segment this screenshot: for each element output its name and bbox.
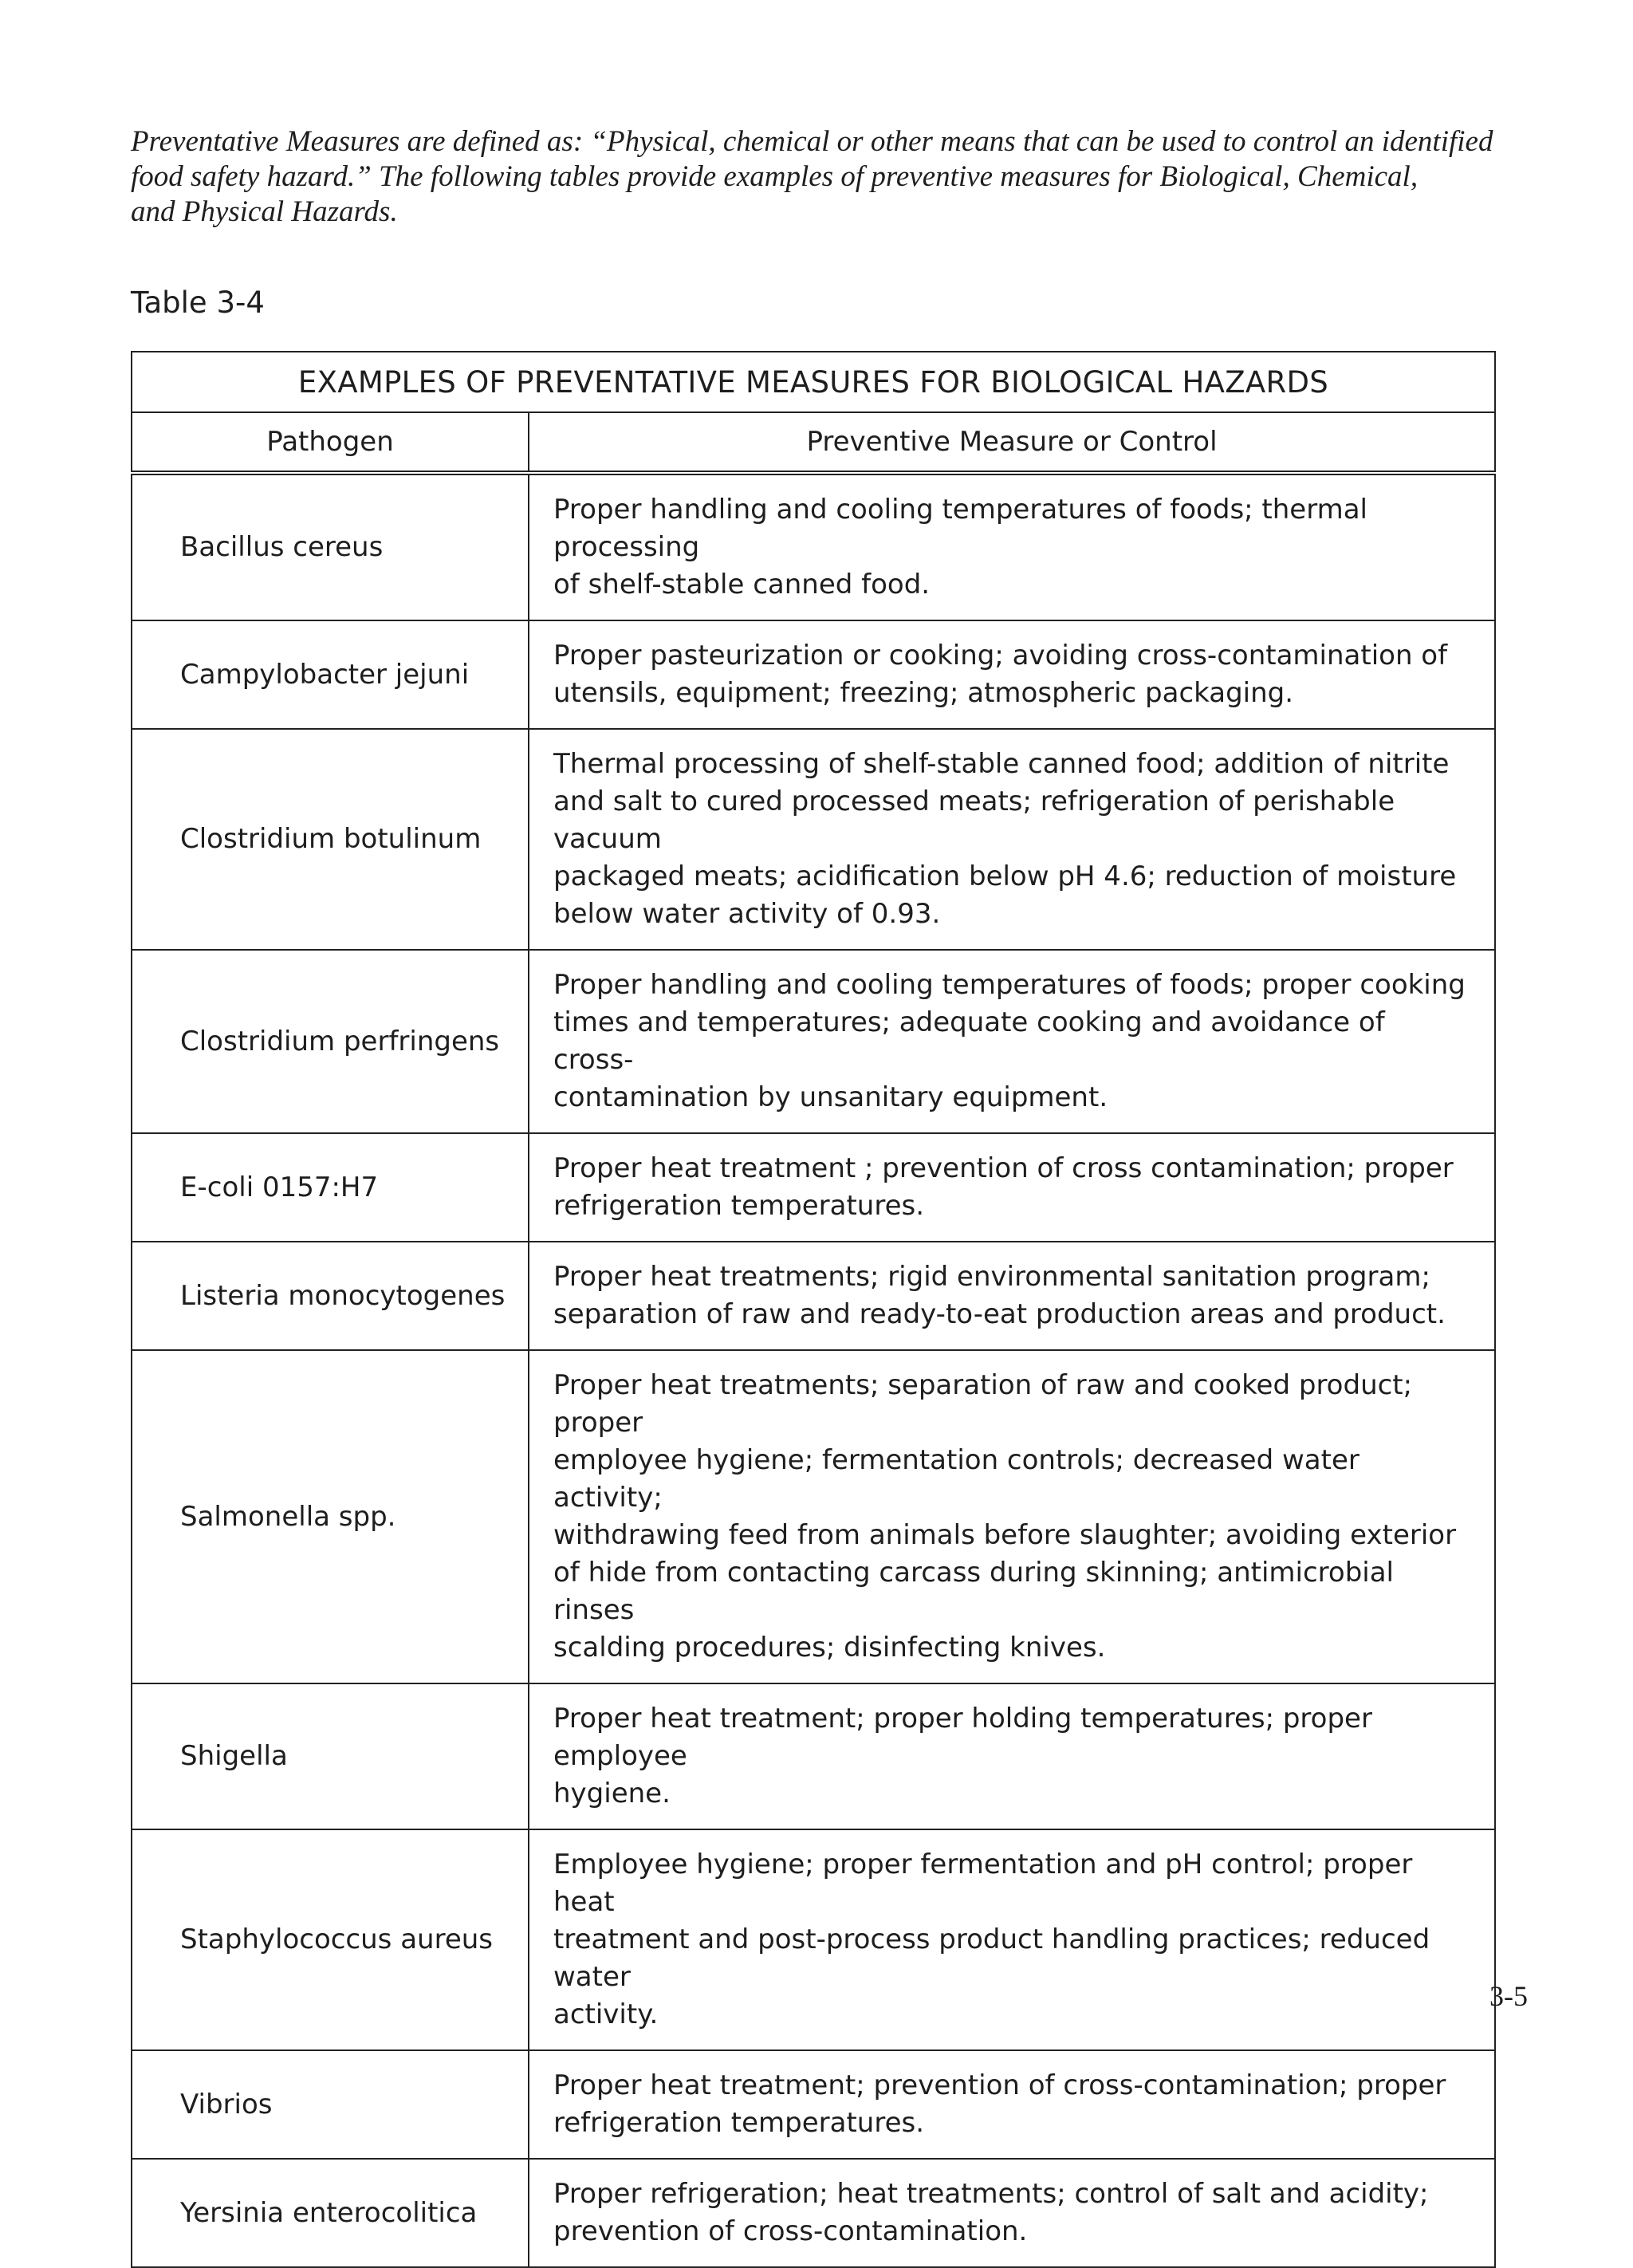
pathogen-cell: Salmonella spp. — [132, 1350, 529, 1683]
measure-line: and salt to cured processed meats; refrigeration of perishable vacuum — [553, 786, 1395, 855]
pathogen-cell: Yersinia enterocolitica — [132, 2159, 529, 2267]
measure-line: of hide from contacting carcass during skinning; antimicrobial rinses — [553, 1557, 1394, 1626]
measure-line: Proper heat treatment; proper holding temperatures; proper employee — [553, 1703, 1372, 1772]
table-body — [132, 473, 1495, 2267]
table-label: Table 3-4 — [131, 285, 265, 320]
measure-cell — [529, 2050, 1495, 2159]
measure-line: Employee hygiene; proper fermentation and pH control; proper heat — [553, 1849, 1413, 1918]
measure-line: separation of raw and ready-to-eat production areas and product. — [553, 1298, 1446, 1330]
measure-line: packaged meats; acidification below pH 4.6; reduction of moisture — [553, 860, 1457, 892]
measure-line: Proper heat treatment; prevention of cross-contamination; proper — [553, 2069, 1446, 2101]
pathogen-cell: E-coli 0157:H7 — [132, 1133, 529, 1242]
table-row — [132, 2050, 1495, 2159]
measure-line: prevention of cross-contamination. — [553, 2215, 1028, 2247]
measure-line: activity. — [553, 1998, 659, 2030]
measure-cell — [529, 1242, 1495, 1350]
measure-cell — [529, 473, 1495, 620]
pathogen-cell: Bacillus cereus — [132, 473, 529, 620]
measure-cell — [529, 950, 1495, 1133]
measure-line: times and temperatures; adequate cooking and avoidance of cross- — [553, 1006, 1385, 1076]
measure-line: withdrawing feed from animals before slaughter; avoiding exterior — [553, 1519, 1457, 1551]
intro-line: and Physical Hazards. — [131, 195, 398, 228]
measure-line: hygiene. — [553, 1778, 671, 1809]
measure-line: utensils, equipment; freezing; atmospheric packaging. — [553, 677, 1294, 709]
pathogen-cell: Vibrios — [132, 2050, 529, 2159]
pathogen-cell: Clostridium perfringens — [132, 950, 529, 1133]
measure-line: Proper heat treatments; separation of raw and cooked product; proper — [553, 1369, 1413, 1439]
measure-cell — [529, 1683, 1495, 1829]
table-row — [132, 950, 1495, 1133]
pathogen-cell: Staphylococcus aureus — [132, 1829, 529, 2050]
measure-line: employee hygiene; fermentation controls; decreased water activity; — [553, 1444, 1360, 1514]
page-number: 3-5 — [1489, 1980, 1528, 2012]
measure-cell — [529, 620, 1495, 729]
measure-cell — [529, 1133, 1495, 1242]
biological-hazards-table — [131, 351, 1496, 2268]
column-header-measure: Preventive Measure or Control — [529, 412, 1495, 473]
table-row — [132, 473, 1495, 620]
table-row — [132, 2159, 1495, 2267]
measure-line: Proper handling and cooling temperatures of foods; proper cooking — [553, 969, 1466, 1001]
measure-line: scalding procedures; disinfecting knives. — [553, 1632, 1106, 1664]
measure-line: of shelf-stable canned food. — [553, 569, 931, 600]
measure-line: Proper heat treatments; rigid environmental sanitation program; — [553, 1261, 1430, 1293]
intro-line: food safety hazard.” The following tables provide examples of preventive measures for Biological, Chemical, — [131, 160, 1419, 193]
measure-cell — [529, 729, 1495, 950]
measure-line: Proper handling and cooling temperatures of foods; thermal processing — [553, 494, 1367, 563]
table-row — [132, 1350, 1495, 1683]
table-row — [132, 1242, 1495, 1350]
measure-line: contamination by unsanitary equipment. — [553, 1081, 1108, 1113]
measure-line: treatment and post-process product handling practices; reduced water — [553, 1923, 1430, 1993]
measure-line: Proper heat treatment ; prevention of cross contamination; proper — [553, 1152, 1454, 1184]
table-row — [132, 1829, 1495, 2050]
measure-line: Proper pasteurization or cooking; avoiding cross-contamination of — [553, 640, 1448, 671]
pathogen-cell: Shigella — [132, 1683, 529, 1829]
table-row — [132, 1683, 1495, 1829]
measure-cell — [529, 1350, 1495, 1683]
table-caption: EXAMPLES OF PREVENTATIVE MEASURES FOR BIOLOGICAL HAZARDS — [132, 352, 1495, 412]
pathogen-cell: Clostridium botulinum — [132, 729, 529, 950]
measure-cell — [529, 1829, 1495, 2050]
column-header-pathogen: Pathogen — [132, 412, 529, 473]
intro-paragraph — [131, 124, 1502, 230]
measure-line: Proper refrigeration; heat treatments; control of salt and acidity; — [553, 2178, 1429, 2210]
table-row — [132, 620, 1495, 729]
measure-line: Thermal processing of shelf-stable canned food; addition of nitrite — [553, 748, 1450, 780]
measure-line: refrigeration temperatures. — [553, 2107, 925, 2139]
table-row — [132, 1133, 1495, 1242]
measure-line: refrigeration temperatures. — [553, 1190, 925, 1222]
table-row — [132, 729, 1495, 950]
pathogen-cell: Campylobacter jejuni — [132, 620, 529, 729]
measure-cell — [529, 2159, 1495, 2267]
pathogen-cell: Listeria monocytogenes — [132, 1242, 529, 1350]
measure-line: below water activity of 0.93. — [553, 898, 941, 930]
intro-line: Preventative Measures are defined as: “Physical, chemical or other means that can be used to control an identified — [131, 125, 1493, 158]
